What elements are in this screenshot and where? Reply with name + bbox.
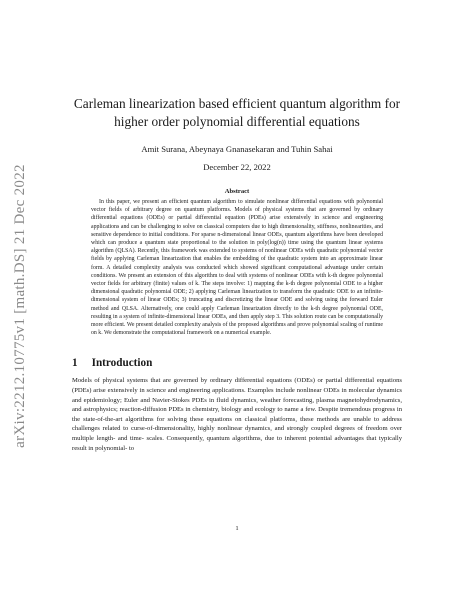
introduction-text: Models of physical systems that are governed by ordinary differential equations (ODEs) or partial differential equations (PDEs) arise extensively in science and engineering applications. Examples include nonlinear ODEs in molecular dynamics and epidemiology; Euler and Navier-Stokes PDEs in fluid dynamics, weather forecasting, plasma magnetohydrodynamics, and astrophysics; reaction-diffusion PDEs in chemistry, biology and ecology to name a few. Despite tremendous progress in the state-of-the-art algorithms for solving these equations on classical platforms, these methods are unable to address challenges related to curse-of-dimensionality, highly nonlinear dynamics, and strongly coupled degrees of freedom over multiple length- and time- scales. Consequently, quantum algorithms, due to inherent potential advantages that typically result in polynomial- to xyxy=(72,377,402,452)
abstract-text: In this paper, we present an efficient quantum algorithm to simulate nonlinear differential equations with polynomial vector fields of arbitrary degree on quantum platforms. Models of physical systems that are governed by ordinary differential equations (ODEs) or partial differential equation (PDEs) arise extensively in science and engineering applications and can be challenging to solve on classical computers due to high dimensionality, stiffness, nonlinearities, and sensitive dependence to initial conditions. For sparse n-dimensional linear ODEs, quantum algorithms have been developed which can produce a quantum state proportional to the solution in poly(log(n)) time using the quantum linear systems algorithm (QLSA). Recently, this framework was extended to systems of nonlinear ODEs with quadratic polynomial vector fields by applying Carleman linearization that enables the embedding of the quadratic system into an approximate linear form. A detailed complexity analysis was conducted which showed significant computational advantage under certain conditions. We present an extension of this algorithm to deal with systems of nonlinear ODEs with k-th degree polynomial vector fields for arbitrary (finite) values of k. The steps involve: 1) mapping the k-th degree polynomial ODE to a higher dimensional quadratic polynomial ODE; 2) applying Carleman linearization to transform the quadratic ODE to an infinite-dimensional system of linear ODEs; 3) truncating and discretizing the linear ODE and solving using the forward Euler method and QLSA. Alternatively, one could apply Carleman linearization directly to the k-th degree polynomial ODE, resulting in a system of infinite-dimensional linear ODEs, and then apply step 3. This solution route can be computationally more efficient. We present detailed complexity analysis of the proposed algorithms and prove polynomial scaling of runtime on k. We demonstrate the computational framework on a numerical example. xyxy=(91,199,383,337)
section-title: Introduction xyxy=(91,357,153,370)
section-number: 1 xyxy=(72,357,78,370)
arxiv-identifier: arXiv:2212.10775v1 [math.DS] 21 Dec 2022 xyxy=(12,164,28,448)
paper-authors: Amit Surana, Abeynaya Gnanasekaran and Tuhin Sahai xyxy=(141,144,333,154)
paper-page xyxy=(72,95,402,453)
paper-date: December 22, 2022 xyxy=(203,162,271,172)
page-number: 1 xyxy=(235,525,239,532)
abstract-heading: Abstract xyxy=(224,188,250,195)
section-heading xyxy=(72,357,402,369)
paper-title: Carleman linearization based efficient quantum algorithm for higher order polynomial differential equations xyxy=(73,96,401,129)
